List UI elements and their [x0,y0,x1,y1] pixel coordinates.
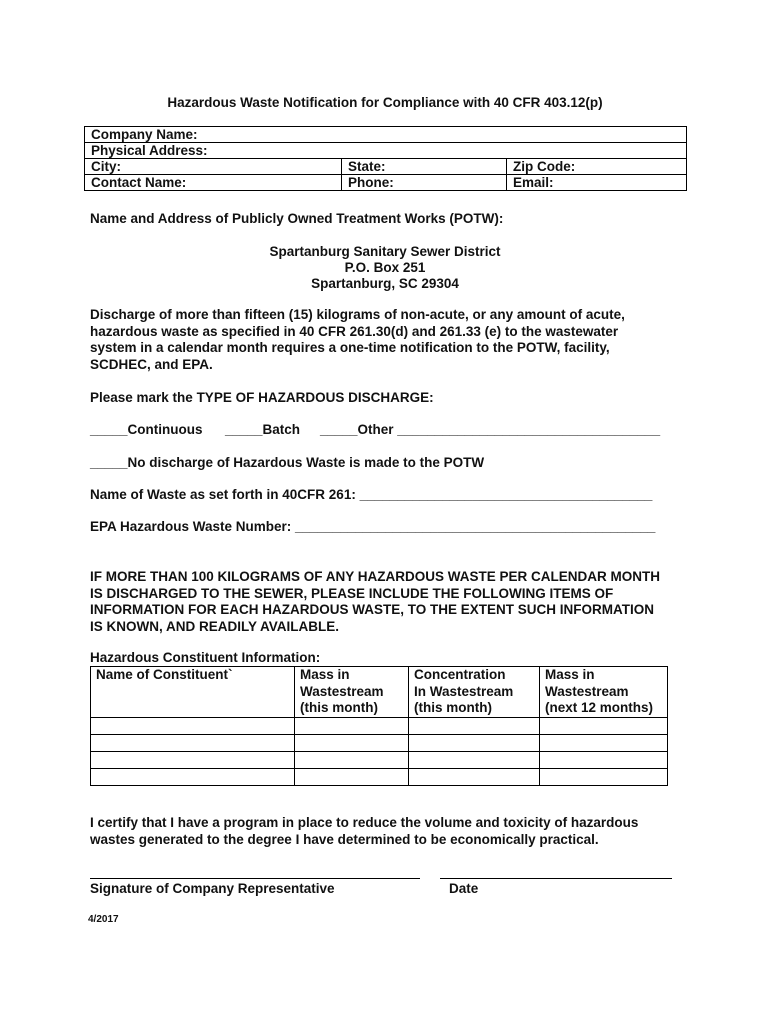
header-line: Concentration [414,667,506,682]
batch-checkbox[interactable]: _____Batch [225,422,301,437]
epa-number-field[interactable]: EPA Hazardous Waste Number: ________________________________________________ [90,519,656,534]
header-line: Mass in [545,667,595,682]
header-line: (this month) [300,700,378,715]
table-cell[interactable] [409,751,540,768]
table-cell[interactable] [540,751,668,768]
zip-code-field[interactable]: Zip Code: [507,159,687,175]
table-cell[interactable] [295,751,409,768]
header-line: Name of Constituent` [96,667,233,682]
warning-line: INFORMATION FOR EACH HAZARDOUS WASTE, TO THE EXTENT SUCH INFORMATION [90,602,654,617]
discharge-line: SCDHEC, and EPA. [90,356,213,372]
header-line: Wastestream [300,683,384,699]
header-line: (next 12 months) [545,700,654,715]
table-row [91,734,668,751]
column-header-mass-month [295,667,409,718]
waste-name-field[interactable]: Name of Waste as set forth in 40CFR 261: _______________________________________ [90,487,653,502]
header-line: Wastestream [545,683,629,699]
potw-city-state-zip: Spartanburg, SC 29304 [311,276,459,291]
email-field[interactable]: Email: [507,175,687,191]
table-cell[interactable] [540,734,668,751]
company-name-field[interactable]: Company Name: [85,127,687,143]
discharge-line: hazardous waste as specified in 40 CFR 261.30(d) and 261.33 (e) to the wastewater [90,323,619,339]
city-field[interactable]: City: [85,159,342,175]
discharge-paragraph [90,307,690,373]
potw-name: Spartanburg Sanitary Sewer District [269,244,501,259]
table-cell[interactable] [409,734,540,751]
warning-line: IF MORE THAN 100 KILOGRAMS OF ANY HAZARDOUS WASTE PER CALENDAR MONTH [90,569,661,584]
table-cell[interactable] [540,768,668,785]
constituent-table [90,666,668,786]
constituent-header-row [91,667,668,718]
warning-paragraph [90,569,690,635]
discharge-line: Discharge of more than fifteen (15) kilograms of non-acute, or any amount of acute, [90,307,625,322]
table-cell[interactable] [295,734,409,751]
table-cell[interactable] [91,734,295,751]
table-cell[interactable] [409,717,540,734]
potw-po-box: P.O. Box 251 [344,260,426,275]
discharge-line: system in a calendar month requires a one-time notification to the POTW, facility, [90,340,610,355]
date-label: Date [449,881,479,896]
signature-line[interactable] [90,878,420,879]
header-line: In Wastestream [414,683,514,699]
table-row [91,751,668,768]
column-header-name [91,667,295,718]
physical-address-field[interactable]: Physical Address: [85,143,687,159]
header-line: (this month) [414,700,492,715]
form-title: Hazardous Waste Notification for Compliance with 40 CFR 403.12(p) [167,95,603,110]
company-info-table [84,126,687,191]
header-line: Mass in [300,667,350,682]
table-cell[interactable] [295,768,409,785]
phone-field[interactable]: Phone: [342,175,507,191]
table-cell[interactable] [540,717,668,734]
table-cell[interactable] [409,768,540,785]
table-cell[interactable] [91,768,295,785]
no-discharge-checkbox[interactable]: _____No discharge of Hazardous Waste is made to the POTW [90,455,485,470]
table-cell[interactable] [295,717,409,734]
discharge-type-prompt: Please mark the TYPE OF HAZARDOUS DISCHARGE: [90,390,434,405]
signature-label: Signature of Company Representative [90,881,335,896]
date-line[interactable] [440,878,672,879]
contact-name-field[interactable]: Contact Name: [85,175,342,191]
certification-line: I certify that I have a program in place to reduce the volume and toxicity of hazardous [90,815,639,830]
table-cell[interactable] [91,751,295,768]
column-header-mass-12-months [540,667,668,718]
column-header-concentration [409,667,540,718]
warning-line: IS DISCHARGED TO THE SEWER, PLEASE INCLUDE THE FOLLOWING ITEMS OF [90,585,614,601]
table-cell[interactable] [91,717,295,734]
table-row [91,768,668,785]
table-row [91,717,668,734]
continuous-checkbox[interactable]: _____Continuous [90,422,203,437]
state-field[interactable]: State: [342,159,507,175]
warning-line: IS KNOWN, AND READILY AVAILABLE. [90,618,340,634]
constituent-heading: Hazardous Constituent Information: [90,650,321,665]
potw-heading: Name and Address of Publicly Owned Treatment Works (POTW): [90,211,504,226]
certification-statement [90,815,690,848]
other-checkbox[interactable]: _____Other ___________________________________ [320,422,661,437]
footer-date: 4/2017 [88,914,119,925]
certification-line: wastes generated to the degree I have determined to be economically practical. [90,831,599,847]
